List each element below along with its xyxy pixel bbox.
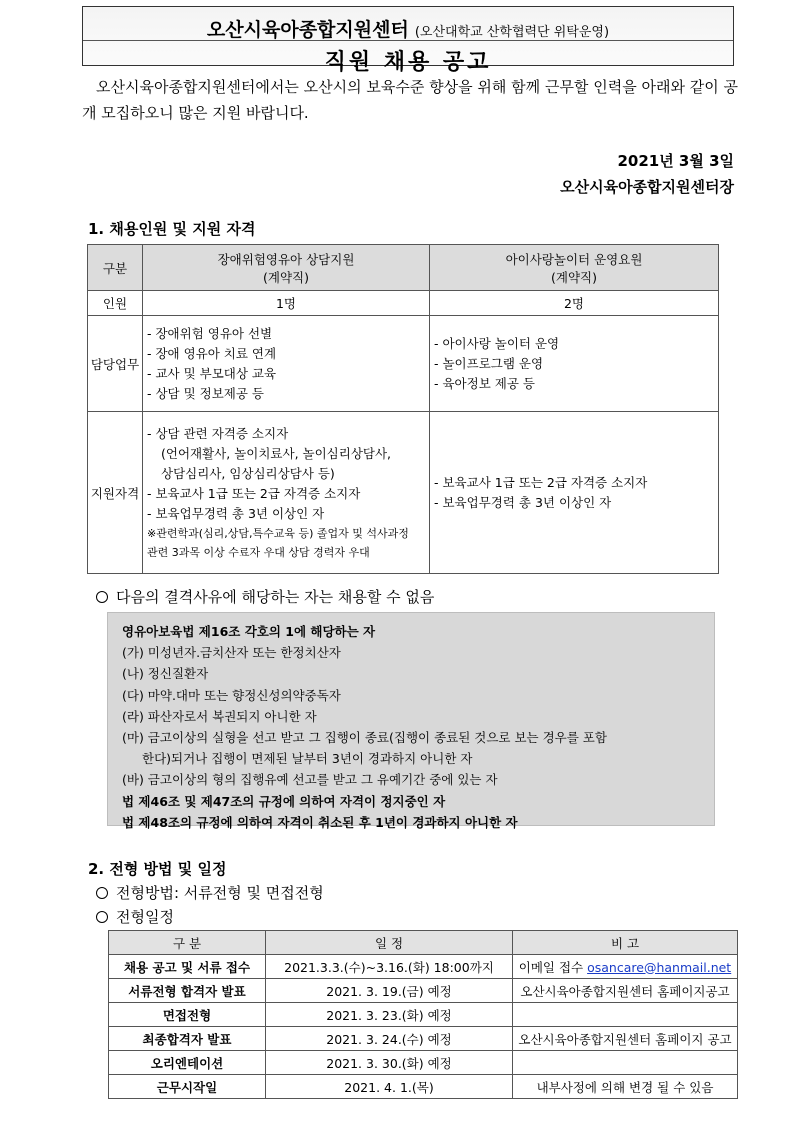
col2-count: 2명: [430, 291, 719, 316]
schedule-item: 근무시작일: [109, 1075, 266, 1099]
list-item: - 장애위험 영유아 선별: [147, 325, 273, 341]
list-item: - 상담 및 정보제공 등: [147, 385, 265, 401]
table-row: [109, 979, 738, 1003]
header-divider: [83, 40, 733, 41]
list-item: - 놀이프로그램 운영: [434, 355, 544, 371]
disq-line: (마) 금고이상의 실형을 선고 받고 그 집행이 종료(집행이 종료된 것으로 보는 경우를 포함: [122, 730, 607, 746]
list-item: - 보육업무경력 총 3년 이상인 자: [434, 494, 612, 510]
disq-line: (라) 파산자로서 복권되지 아니한 자: [122, 708, 317, 724]
table-row: [109, 1027, 738, 1051]
col2-header: [430, 245, 719, 291]
schedule-header-date: 일 정: [266, 931, 513, 955]
schedule-label: 전형일정: [116, 908, 174, 926]
schedule-label-line: [96, 906, 174, 927]
schedule-note: 내부사정에 의해 변경 될 수 있음: [513, 1075, 738, 1099]
schedule-date: 2021. 4. 1.(목): [266, 1075, 513, 1099]
schedule-header-item: 구 분: [109, 931, 266, 955]
schedule-note: 오산시육아종합지원센터 홈페이지공고: [513, 979, 738, 1003]
col1-header: [143, 245, 430, 291]
schedule-table: [108, 930, 738, 1099]
list-item: 상담심리사, 임상심리상담사 등): [161, 465, 335, 481]
col1-quals: [143, 412, 430, 574]
circle-bullet-icon: [96, 887, 108, 899]
disq-line: (다) 마약.대마 또는 향정신성의약중독자: [122, 687, 341, 703]
disq-line: (나) 정신질환자: [122, 666, 209, 682]
row-duty-label: 담당업무: [88, 316, 143, 412]
list-item: - 교사 및 부모대상 교육: [147, 365, 277, 381]
schedule-date: 2021. 3. 24.(수) 예정: [266, 1027, 513, 1051]
col1-sub: (계약직): [263, 269, 309, 285]
row-qual-label: 지원자격: [88, 412, 143, 574]
method-text: 전형방법: 서류전형 및 면접전형: [116, 884, 324, 902]
email-link[interactable]: osancare@hanmail.net: [587, 959, 732, 975]
row-count-label: 인원: [88, 291, 143, 316]
intro-paragraph: 오산시육아종합지원센터에서는 오산시의 보육수준 향상을 위해 함께 근무할 인력을 아래와 같이 공개 모집하오니 많은 지원 바랍니다.: [82, 78, 738, 122]
schedule-date: 2021.3.3.(수)~3.16.(화) 18:00까지: [266, 955, 513, 979]
disq-notice: [96, 586, 434, 607]
schedule-item: 면접전형: [109, 1003, 266, 1027]
schedule-note-prefix: 이메일 접수: [518, 959, 588, 975]
section1-title: 1. 채용인원 및 지원 자격: [88, 220, 256, 238]
schedule-note: [513, 955, 738, 979]
col1-count: 1명: [143, 291, 430, 316]
schedule-date: 2021. 3. 19.(금) 예정: [266, 979, 513, 1003]
col2-sub: (계약직): [551, 269, 597, 285]
qual-note-2: 관련 3과목 이상 수료자 우대 상담 경력자 우대: [147, 545, 370, 559]
col1-duties: [143, 316, 430, 412]
disq-line: 영유아보육법 제16조 각호의 1에 해당하는 자: [122, 624, 376, 639]
schedule-header-note: 비 고: [513, 931, 738, 955]
schedule-note: [513, 1051, 738, 1075]
announcement-date: 2021년 3월 3일: [617, 152, 734, 170]
disq-line: 한다)되거나 집행이 면제된 날부터 3년이 경과하지 아니한 자: [142, 751, 473, 767]
list-item: - 아이사랑 놀이터 운영: [434, 335, 560, 351]
col2-title: 아이사랑놀이터 운영요원: [505, 251, 643, 267]
schedule-date: 2021. 3. 23.(화) 예정: [266, 1003, 513, 1027]
org-sub: (오산대학교 산학협력단 위탁운영): [414, 25, 610, 40]
header-label: 구분: [102, 260, 128, 276]
org-line: [83, 15, 733, 42]
schedule-date: 2021. 3. 30.(화) 예정: [266, 1051, 513, 1075]
table-row: [109, 955, 738, 979]
table-row: [109, 1003, 738, 1027]
disq-line: (가) 미성년자.금치산자 또는 한정치산자: [122, 645, 341, 661]
list-item: - 보육업무경력 총 3년 이상인 자: [147, 505, 325, 521]
col2-quals: [430, 412, 719, 574]
page-title: 직원 채용 공고: [324, 50, 492, 75]
list-item: - 보육교사 1급 또는 2급 자격증 소지자: [434, 474, 648, 490]
table-row: [109, 1075, 738, 1099]
table-row: [109, 1051, 738, 1075]
header-box: [82, 6, 734, 75]
circle-bullet-icon: [96, 911, 108, 923]
schedule-item: 최종합격자 발표: [109, 1027, 266, 1051]
header-label-cell: [88, 245, 143, 291]
schedule-note: 오산시육아종합지원센터 홈페이지 공고: [513, 1027, 738, 1051]
col2-duties: [430, 316, 719, 412]
schedule-note: [513, 1003, 738, 1027]
list-item: - 육아정보 제공 등: [434, 375, 535, 391]
list-item: - 상담 관련 자격증 소지자: [147, 425, 289, 441]
disq-line: 법 제46조 및 제47조의 규정에 의하여 자격이 정지중인 자: [122, 793, 446, 809]
recruitment-table: [87, 244, 719, 574]
schedule-item: 서류전형 합격자 발표: [109, 979, 266, 1003]
list-item: (언어재활사, 놀이치료사, 놀이심리상담사,: [161, 445, 392, 461]
signer: 오산시육아종합지원센터장: [560, 178, 734, 196]
schedule-item: 오리엔테이션: [109, 1051, 266, 1075]
schedule-item: 채용 공고 및 서류 접수: [109, 955, 266, 979]
org-name: 오산시육아종합지원센터: [206, 19, 409, 41]
qual-note-1: ※관련학과(심리,상담,특수교육 등) 졸업자 및 석사과정: [147, 526, 409, 540]
section2-title: 2. 전형 방법 및 일정: [88, 860, 227, 878]
disq-line: 법 제48조의 규정에 의하여 자격이 취소된 후 1년이 경과하지 아니한 자: [122, 814, 518, 830]
disq-line: (바) 금고이상의 형의 집행유예 선고를 받고 그 유예기간 중에 있는 자: [122, 772, 498, 788]
circle-bullet-icon: [96, 591, 108, 603]
list-item: - 보육교사 1급 또는 2급 자격증 소지자: [147, 485, 361, 501]
col1-title: 장애위험영유아 상담지원: [217, 251, 355, 267]
disqualification-box: [107, 612, 715, 830]
disq-notice-text: 다음의 결격사유에 해당하는 자는 채용할 수 없음: [116, 588, 435, 606]
method-line: [96, 882, 324, 903]
list-item: - 장애 영유아 치료 연계: [147, 345, 277, 361]
